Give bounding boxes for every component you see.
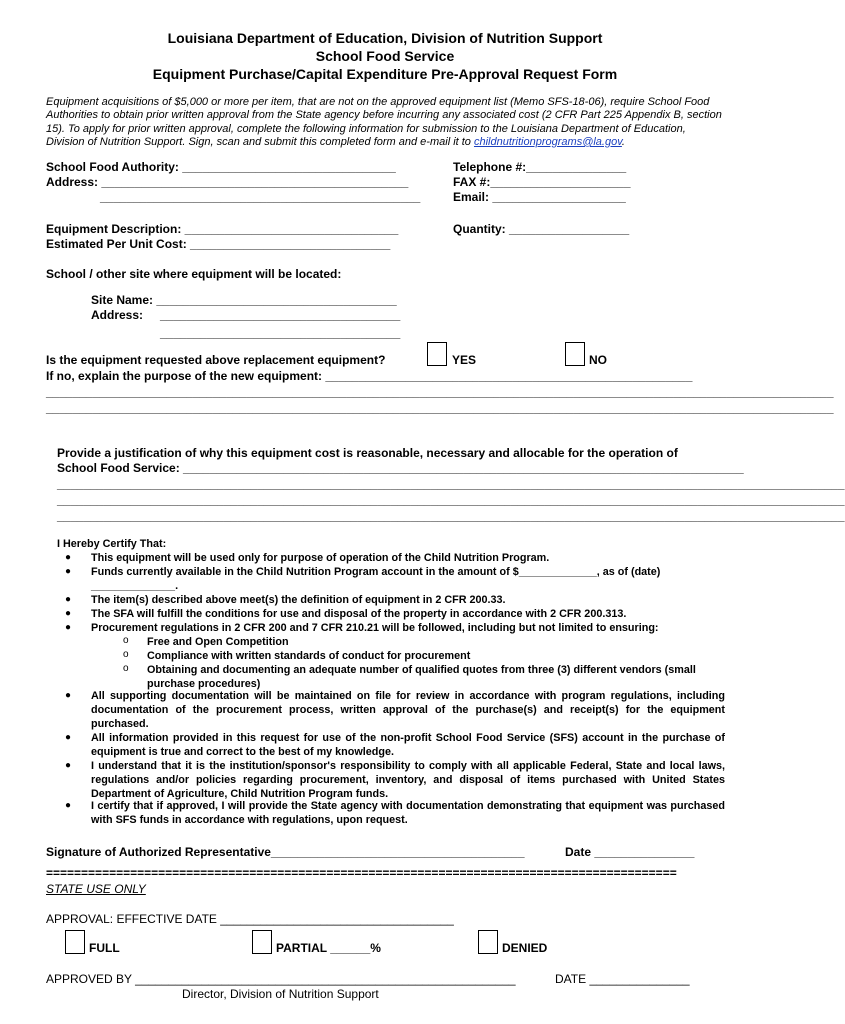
certify-item: I understand that it is the institution/sponsor's responsibility to comply with all applicable Federal, State and local laws, regulations and/or policies regarding procurement, inventory, and disposal of items purchased with United States Department of Agriculture, Child Nutrition Program funds. xyxy=(91,760,725,800)
justification-line-2[interactable]: ______________________________________________________________________________________________________________________ xyxy=(57,477,845,491)
certify-item: Procurement regulations in 2 CFR 200 and 7 CFR 210.21 will be followed, including but not limited to ensuring: xyxy=(91,622,659,634)
telephone-field[interactable]: Telephone #:_______________ xyxy=(453,160,627,174)
circle-bullet-icon: o xyxy=(123,635,129,646)
site-address-field[interactable]: ____________________________________ xyxy=(160,308,401,322)
circle-bullet-icon: o xyxy=(123,649,129,660)
yes-checkbox[interactable] xyxy=(427,342,447,366)
state-use-divider: ========================================================================================== xyxy=(46,866,677,880)
intro-text: Equipment acquisitions of $5,000 or more per item, that are not on the approved equipment list (Memo SFS-18-06), require School Food Authorities to obtain prior written approval from the State agency before incurring any associated cost (2 CFR Part 225 Appendix B, section 15). To apply for prior written approval, complete the following information for submission to the Louisiana Department of Education, Division of Nutrition Support. Sign, scan and submit this completed form and e-mail it to xyxy=(46,96,722,148)
bullet-icon: ● xyxy=(65,552,72,563)
certify-item: All information provided in this request for use of the non-profit School Food Service (SFS) account in the purchase of equipment is true and correct to the best of my knowledge. xyxy=(91,732,725,758)
full-label: FULL xyxy=(89,941,120,955)
bullet-icon: ● xyxy=(65,594,72,605)
form-title: Equipment Purchase/Capital Expenditure Pre-Approval Request Form xyxy=(152,66,618,82)
signature-date-field[interactable]: Date _______________ xyxy=(565,845,695,859)
bullet-icon: ● xyxy=(65,622,72,633)
full-checkbox[interactable] xyxy=(65,930,85,954)
fax-field[interactable]: FAX #:_____________________ xyxy=(453,175,631,189)
no-label: NO xyxy=(589,353,607,367)
certify-item: Funds currently available in the Child Nutrition Program account in the amount of $_____________, as of (date) ______________. xyxy=(91,566,661,592)
approved-by-field[interactable]: APPROVED BY _________________________________________________________ xyxy=(46,972,516,986)
justification-line-4[interactable]: ______________________________________________________________________________________________________________________ xyxy=(57,509,845,523)
bullet-icon: ● xyxy=(65,800,72,811)
intro-end: . xyxy=(621,135,625,148)
certify-subitem: Free and Open Competition xyxy=(147,636,289,648)
form-program-title: School Food Service xyxy=(315,48,455,64)
state-use-heading: STATE USE ONLY xyxy=(46,882,146,896)
address-field-line2[interactable]: ________________________________________________ xyxy=(100,190,421,204)
intro-paragraph xyxy=(46,96,722,149)
purpose-field[interactable]: If no, explain the purpose of the new equipment: _______________________________________________________ xyxy=(46,369,693,383)
partial-field[interactable]: PARTIAL ______% xyxy=(276,941,381,955)
purpose-line-3[interactable]: ______________________________________________________________________________________________________________________ xyxy=(46,401,834,415)
email-link[interactable]: childnutritionprograms@la.gov xyxy=(473,135,622,148)
site-address-label: Address: xyxy=(91,308,144,322)
bullet-icon: ● xyxy=(65,566,72,577)
email-field[interactable]: Email: ____________________ xyxy=(453,190,626,204)
equipment-description-field[interactable]: Equipment Description: ________________________________ xyxy=(46,222,399,236)
yes-label: YES xyxy=(452,353,477,367)
bullet-icon: ● xyxy=(65,732,72,743)
signature-field[interactable]: Signature of Authorized Representative______________________________________ xyxy=(46,845,525,859)
director-title: Director, Division of Nutrition Support xyxy=(182,987,379,1001)
certify-subitem: Compliance with written standards of conduct for procurement xyxy=(147,650,471,662)
justification-field[interactable]: School Food Service: ____________________________________________________________________________________ xyxy=(57,461,744,475)
certify-subitem: Obtaining and documenting an adequate number of qualified quotes from three (3) different vendors (small purchase procedures) xyxy=(147,664,696,690)
site-address-field-line2[interactable]: ____________________________________ xyxy=(160,326,401,340)
no-checkbox[interactable] xyxy=(565,342,585,366)
certify-item: This equipment will be used only for purpose of operation of the Child Nutrition Program. xyxy=(91,552,550,564)
bullet-icon: ● xyxy=(65,608,72,619)
certify-item: All supporting documentation will be maintained on file for review in accordance with program regulations, including documentation of the procurement process, written approval of the purchase(s) and receipt(s) for the equipment purchased. xyxy=(91,690,725,730)
sfa-field[interactable]: School Food Authority: ________________________________ xyxy=(46,160,396,174)
address-field[interactable]: Address: ______________________________________________ xyxy=(46,175,409,189)
form-agency-title: Louisiana Department of Education, Division of Nutrition Support xyxy=(167,30,603,46)
site-name-field[interactable]: Site Name: ____________________________________ xyxy=(91,293,397,307)
partial-checkbox[interactable] xyxy=(252,930,272,954)
certify-item: I certify that if approved, I will provide the State agency with documentation demonstrating that equipment was purchased with SFS funds in accordance with regulations, upon request. xyxy=(91,800,725,826)
certify-item: The item(s) described above meet(s) the definition of equipment in 2 CFR 200.33. xyxy=(91,594,506,606)
quantity-field[interactable]: Quantity: __________________ xyxy=(453,222,630,236)
bullet-icon: ● xyxy=(65,690,72,701)
approved-date-field[interactable]: DATE _______________ xyxy=(555,972,690,986)
approval-effective-date-field[interactable]: APPROVAL: EFFECTIVE DATE ___________________________________ xyxy=(46,912,454,926)
justification-line-3[interactable]: ______________________________________________________________________________________________________________________ xyxy=(57,493,845,507)
denied-label: DENIED xyxy=(502,941,548,955)
certify-item: The SFA will fulfill the conditions for use and disposal of the property in accordance with 2 CFR 200.313. xyxy=(91,608,627,620)
site-heading: School / other site where equipment will be located: xyxy=(46,267,342,281)
bullet-icon: ● xyxy=(65,760,72,771)
circle-bullet-icon: o xyxy=(123,663,129,674)
certify-heading: I Hereby Certify That: xyxy=(57,538,167,550)
purpose-line-2[interactable]: ______________________________________________________________________________________________________________________ xyxy=(46,385,834,399)
denied-checkbox[interactable] xyxy=(478,930,498,954)
justification-prompt: Provide a justification of why this equipment cost is reasonable, necessary and allocable for the operation of xyxy=(57,446,678,460)
unit-cost-field[interactable]: Estimated Per Unit Cost: ______________________________ xyxy=(46,237,391,251)
replacement-question: Is the equipment requested above replacement equipment? xyxy=(46,353,386,367)
